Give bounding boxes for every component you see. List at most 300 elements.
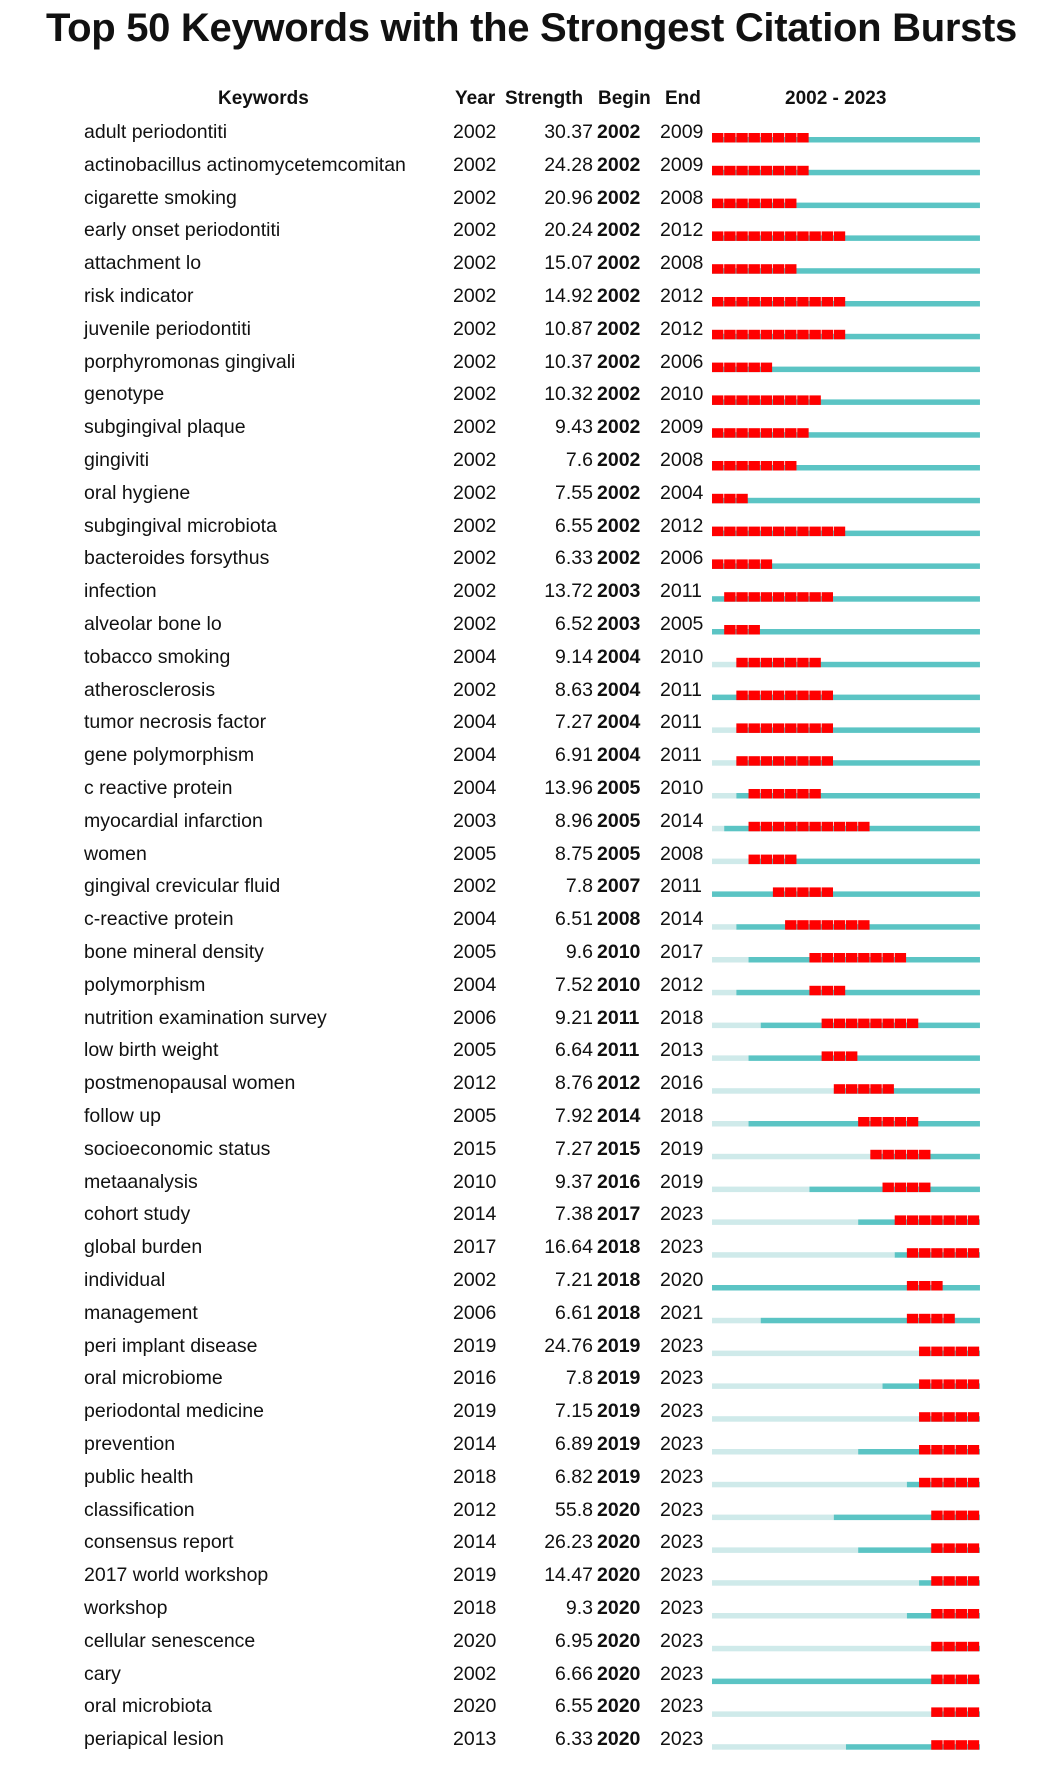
burst-cell — [956, 1347, 967, 1357]
year-value: 2005 — [453, 842, 497, 865]
burst-cell — [761, 330, 772, 340]
inactive-segment — [712, 1318, 761, 1324]
keyword-label: management — [84, 1301, 198, 1324]
burst-cell — [834, 920, 845, 930]
begin-value: 2007 — [597, 875, 641, 898]
end-value: 2023 — [660, 1695, 704, 1718]
begin-value: 2005 — [597, 777, 641, 799]
burst-cell — [749, 723, 760, 733]
keyword-label: oral microbiota — [84, 1695, 212, 1718]
end-value: 2019 — [660, 1137, 704, 1160]
burst-cell — [968, 1675, 979, 1685]
burst-cell — [956, 1445, 967, 1455]
inactive-segment — [712, 1219, 858, 1225]
year-value: 2002 — [453, 383, 497, 406]
keyword-label: gingiviti — [84, 449, 150, 471]
begin-value: 2002 — [597, 416, 641, 439]
burst-cell — [749, 133, 760, 143]
keyword-label: cigarette smoking — [84, 186, 237, 209]
burst-cell — [931, 1511, 942, 1521]
burst-cell — [749, 428, 760, 438]
year-value: 2002 — [453, 153, 497, 176]
begin-value: 2020 — [597, 1498, 641, 1521]
burst-cell — [822, 691, 833, 701]
burst-cell — [773, 264, 784, 274]
begin-value: 2002 — [597, 449, 641, 471]
strength-value: 6.66 — [555, 1662, 593, 1685]
burst-cell — [761, 658, 772, 668]
burst-cell — [919, 1281, 930, 1291]
burst-cell — [736, 527, 747, 537]
burst-cell — [943, 1740, 954, 1750]
burst-cell — [736, 297, 747, 307]
begin-value: 2002 — [597, 481, 641, 504]
burst-cell — [907, 1281, 918, 1291]
end-value: 2018 — [660, 1006, 704, 1029]
burst-cell — [724, 133, 735, 143]
burst-cell — [724, 264, 735, 274]
inactive-segment — [712, 662, 736, 668]
burst-cell — [931, 1642, 942, 1652]
burst-cell — [822, 986, 833, 996]
burst-cell — [870, 1150, 881, 1160]
year-value: 2006 — [453, 1006, 497, 1029]
year-value: 2005 — [453, 941, 497, 963]
burst-cell — [797, 756, 808, 766]
inactive-segment — [712, 924, 736, 930]
burst-cell — [749, 789, 760, 799]
burst-cell — [931, 1675, 942, 1685]
burst-cell — [968, 1642, 979, 1652]
burst-cell — [712, 231, 723, 241]
strength-value: 13.96 — [544, 777, 593, 799]
strength-value: 7.55 — [555, 481, 593, 504]
burst-cell — [968, 1478, 979, 1488]
burst-cell — [858, 920, 869, 930]
begin-value: 2008 — [597, 908, 641, 931]
burst-cell — [968, 1543, 979, 1553]
inactive-segment — [712, 1055, 749, 1061]
year-value: 2020 — [453, 1695, 497, 1718]
year-value: 2003 — [453, 809, 497, 832]
begin-value: 2005 — [597, 809, 641, 832]
strength-value: 7.52 — [555, 973, 593, 996]
end-value: 2012 — [660, 219, 704, 242]
begin-value: 2002 — [597, 186, 641, 209]
strength-value: 10.32 — [544, 383, 593, 406]
begin-value: 2002 — [597, 252, 641, 275]
strength-value: 9.37 — [555, 1170, 593, 1193]
end-value: 2008 — [660, 252, 704, 275]
keyword-label: periapical lesion — [84, 1728, 224, 1751]
burst-cell — [773, 133, 784, 143]
strength-value: 8.63 — [555, 678, 593, 701]
keyword-label: infection — [84, 580, 157, 603]
burst-cell — [761, 592, 772, 602]
burst-cell — [749, 527, 760, 537]
keyword-label: polymorphism — [84, 973, 206, 996]
burst-cell — [736, 494, 747, 504]
burst-cell — [919, 1379, 930, 1389]
begin-value: 2004 — [597, 645, 641, 668]
burst-cell — [749, 559, 760, 569]
burst-cell — [761, 264, 772, 274]
inactive-segment — [712, 1580, 919, 1586]
burst-cell — [797, 395, 808, 405]
inactive-segment — [712, 1088, 834, 1094]
burst-cell — [724, 330, 735, 340]
inactive-segment — [712, 1646, 931, 1652]
begin-value: 2002 — [597, 547, 641, 570]
burst-cell — [956, 1642, 967, 1652]
begin-value: 2004 — [597, 678, 641, 701]
burst-cell — [761, 363, 772, 373]
begin-value: 2002 — [597, 153, 641, 176]
begin-value: 2011 — [597, 1039, 640, 1062]
end-value: 2009 — [660, 416, 704, 439]
burst-cell — [797, 330, 808, 340]
burst-cell — [736, 658, 747, 668]
burst-cell — [931, 1543, 942, 1553]
begin-value: 2002 — [597, 121, 641, 143]
year-value: 2002 — [453, 449, 497, 471]
burst-cell — [761, 199, 772, 209]
burst-cell — [931, 1412, 942, 1422]
burst-cell — [773, 658, 784, 668]
keyword-label: cohort study — [84, 1203, 191, 1226]
burst-cell — [797, 527, 808, 537]
end-value: 2023 — [660, 1662, 704, 1685]
burst-cell — [943, 1215, 954, 1225]
year-value: 2004 — [453, 645, 497, 668]
end-value: 2023 — [660, 1531, 704, 1554]
burst-cell — [968, 1215, 979, 1225]
year-value: 2002 — [453, 317, 497, 340]
burst-cell — [919, 1314, 930, 1324]
burst-cell — [956, 1379, 967, 1389]
burst-cell — [809, 527, 820, 537]
burst-cell — [761, 789, 772, 799]
strength-value: 6.52 — [555, 613, 593, 635]
burst-cell — [785, 297, 796, 307]
burst-cell — [834, 953, 845, 963]
burst-cell — [761, 822, 772, 832]
burst-cell — [749, 297, 760, 307]
begin-value: 2004 — [597, 711, 641, 734]
burst-cell — [724, 559, 735, 569]
burst-cell — [773, 691, 784, 701]
burst-cell — [785, 330, 796, 340]
strength-value: 7.8 — [565, 1367, 593, 1390]
burst-cell — [943, 1609, 954, 1619]
end-value: 2023 — [660, 1564, 704, 1587]
year-value: 2016 — [453, 1367, 497, 1390]
burst-cell — [736, 428, 747, 438]
burst-cell — [773, 592, 784, 602]
year-value: 2006 — [453, 1301, 497, 1324]
year-value: 2020 — [453, 1629, 497, 1652]
burst-cell — [943, 1314, 954, 1324]
strength-value: 55.8 — [555, 1498, 593, 1521]
burst-cell — [822, 592, 833, 602]
end-value: 2010 — [660, 383, 704, 406]
begin-value: 2014 — [597, 1105, 641, 1127]
begin-value: 2019 — [597, 1334, 641, 1357]
burst-cell — [809, 297, 820, 307]
burst-cell — [907, 1314, 918, 1324]
header-end: End — [665, 88, 701, 109]
inactive-segment — [712, 1744, 846, 1750]
burst-cell — [907, 1183, 918, 1193]
strength-value: 6.91 — [555, 744, 593, 767]
burst-cell — [809, 330, 820, 340]
year-value: 2002 — [453, 285, 497, 307]
active-segment — [736, 662, 980, 668]
burst-cell — [785, 395, 796, 405]
burst-cell — [809, 723, 820, 733]
burst-cell — [724, 231, 735, 241]
strength-value: 9.14 — [555, 645, 593, 668]
inactive-segment — [712, 1383, 883, 1389]
burst-cell — [749, 166, 760, 176]
burst-cell — [724, 428, 735, 438]
end-value: 2016 — [660, 1072, 704, 1095]
burst-cell — [785, 133, 796, 143]
burst-cell — [785, 920, 796, 930]
burst-cell — [736, 625, 747, 635]
burst-cell — [797, 231, 808, 241]
burst-cell — [809, 231, 820, 241]
burst-cell — [956, 1576, 967, 1586]
begin-value: 2002 — [597, 317, 641, 340]
burst-cell — [749, 658, 760, 668]
end-value: 2004 — [660, 481, 704, 504]
year-value: 2002 — [453, 514, 497, 537]
strength-value: 6.61 — [555, 1301, 593, 1324]
keyword-label: women — [84, 842, 147, 865]
burst-cell — [956, 1215, 967, 1225]
begin-value: 2019 — [597, 1400, 641, 1423]
strength-value: 6.95 — [555, 1629, 593, 1652]
end-value: 2006 — [660, 350, 704, 373]
end-value: 2012 — [660, 514, 704, 537]
year-value: 2004 — [453, 973, 497, 996]
active-segment — [761, 1023, 980, 1029]
burst-cell — [943, 1511, 954, 1521]
burst-cell — [785, 166, 796, 176]
burst-cell — [809, 658, 820, 668]
burst-cell — [736, 559, 747, 569]
keyword-label: atherosclerosis — [84, 678, 216, 701]
keyword-label: metaanalysis — [84, 1170, 198, 1193]
keyword-label: postmenopausal women — [84, 1072, 296, 1095]
year-value: 2002 — [453, 678, 497, 701]
burst-cell — [956, 1412, 967, 1422]
burst-cell — [846, 1019, 857, 1029]
begin-value: 2010 — [597, 973, 641, 996]
burst-cell — [712, 461, 723, 471]
active-segment — [736, 990, 980, 996]
keyword-label: gingival crevicular fluid — [84, 875, 281, 898]
burst-cell — [956, 1609, 967, 1619]
strength-value: 6.89 — [555, 1433, 593, 1455]
burst-cell — [712, 199, 723, 209]
burst-cell — [712, 527, 723, 537]
year-value: 2002 — [453, 1269, 497, 1291]
inactive-segment — [712, 727, 736, 733]
begin-value: 2010 — [597, 941, 641, 963]
header-keywords: Keywords — [218, 88, 309, 109]
end-value: 2014 — [660, 809, 704, 832]
burst-cell — [773, 789, 784, 799]
begin-value: 2003 — [597, 580, 641, 603]
strength-value: 7.6 — [565, 449, 593, 471]
strength-value: 30.37 — [544, 121, 593, 143]
burst-cell — [943, 1347, 954, 1357]
end-value: 2005 — [660, 613, 704, 635]
burst-cell — [834, 330, 845, 340]
burst-cell — [834, 986, 845, 996]
burst-cell — [785, 789, 796, 799]
burst-cell — [712, 297, 723, 307]
strength-value: 24.76 — [544, 1334, 593, 1357]
burst-cell — [956, 1543, 967, 1553]
begin-value: 2002 — [597, 383, 641, 406]
end-value: 2023 — [660, 1433, 704, 1455]
burst-cell — [968, 1511, 979, 1521]
keyword-label: oral hygiene — [84, 481, 191, 504]
year-value: 2002 — [453, 1662, 497, 1685]
burst-cell — [943, 1642, 954, 1652]
burst-cell — [761, 133, 772, 143]
burst-cell — [919, 1347, 930, 1357]
burst-cell — [919, 1215, 930, 1225]
inactive-segment — [712, 1416, 919, 1422]
burst-cell — [724, 625, 735, 635]
active-segment — [736, 760, 980, 766]
burst-cell — [919, 1248, 930, 1258]
strength-value: 6.55 — [555, 514, 593, 537]
burst-cell — [834, 1051, 845, 1061]
burst-cell — [761, 395, 772, 405]
burst-cell — [761, 559, 772, 569]
burst-cell — [870, 1117, 881, 1127]
burst-cell — [749, 461, 760, 471]
burst-cell — [724, 363, 735, 373]
burst-cell — [736, 363, 747, 373]
burst-cell — [919, 1150, 930, 1160]
burst-cell — [943, 1576, 954, 1586]
chart-title: Top 50 Keywords with the Strongest Citation Bursts — [45, 6, 1018, 50]
end-value: 2023 — [660, 1236, 704, 1259]
begin-value: 2015 — [597, 1137, 641, 1160]
burst-cell — [822, 887, 833, 897]
burst-cell — [943, 1543, 954, 1553]
strength-value: 7.21 — [555, 1269, 593, 1291]
keyword-label: tobacco smoking — [84, 645, 231, 668]
burst-cell — [822, 1051, 833, 1061]
keyword-label: follow up — [84, 1105, 161, 1127]
burst-cell — [895, 1150, 906, 1160]
strength-value: 20.96 — [544, 186, 593, 209]
strength-value: 14.92 — [544, 285, 593, 307]
year-value: 2017 — [453, 1236, 497, 1259]
burst-cell — [858, 822, 869, 832]
keyword-label: public health — [84, 1465, 194, 1488]
burst-cell — [736, 330, 747, 340]
year-value: 2005 — [453, 1105, 497, 1127]
burst-cell — [785, 264, 796, 274]
burst-cell — [749, 756, 760, 766]
inactive-segment — [712, 1351, 919, 1357]
strength-value: 6.82 — [555, 1465, 593, 1488]
year-value: 2004 — [453, 908, 497, 931]
burst-cell — [943, 1478, 954, 1488]
burst-cell — [907, 1019, 918, 1029]
keyword-label: nutrition examination survey — [84, 1006, 327, 1029]
keyword-label: periodontal medicine — [84, 1400, 264, 1423]
inactive-segment — [712, 957, 749, 963]
burst-cell — [724, 461, 735, 471]
burst-cell — [773, 330, 784, 340]
end-value: 2023 — [660, 1465, 704, 1488]
burst-cell — [956, 1478, 967, 1488]
burst-cell — [773, 166, 784, 176]
burst-cell — [761, 428, 772, 438]
strength-value: 7.92 — [555, 1105, 593, 1127]
burst-cell — [968, 1412, 979, 1422]
burst-cell — [785, 822, 796, 832]
burst-cell — [968, 1740, 979, 1750]
year-value: 2019 — [453, 1334, 497, 1357]
end-value: 2008 — [660, 449, 704, 471]
year-value: 2002 — [453, 252, 497, 275]
end-value: 2011 — [660, 744, 702, 767]
burst-cell — [870, 953, 881, 963]
inactive-segment — [712, 1187, 809, 1193]
burst-cell — [749, 691, 760, 701]
burst-cell — [895, 1183, 906, 1193]
burst-cell — [809, 592, 820, 602]
year-value: 2019 — [453, 1400, 497, 1423]
header-strength: Strength — [505, 88, 584, 109]
burst-cell — [736, 199, 747, 209]
end-value: 2023 — [660, 1334, 704, 1357]
year-value: 2014 — [453, 1433, 497, 1455]
inactive-segment — [712, 1154, 870, 1160]
keyword-label: workshop — [84, 1597, 168, 1619]
keyword-label: subgingival plaque — [84, 416, 246, 439]
burst-cell — [736, 461, 747, 471]
end-value: 2011 — [660, 875, 702, 898]
end-value: 2010 — [660, 777, 704, 799]
burst-cell — [712, 559, 723, 569]
burst-cell — [736, 723, 747, 733]
year-value: 2002 — [453, 547, 497, 570]
burst-cell — [907, 1248, 918, 1258]
burst-cell — [943, 1707, 954, 1717]
burst-cell — [797, 166, 808, 176]
year-value: 2002 — [453, 580, 497, 603]
burst-cell — [797, 691, 808, 701]
end-value: 2009 — [660, 121, 704, 143]
burst-cell — [822, 231, 833, 241]
burst-cell — [749, 822, 760, 832]
burst-cell — [943, 1379, 954, 1389]
end-value: 2017 — [660, 941, 704, 963]
burst-cell — [797, 822, 808, 832]
burst-cell — [724, 166, 735, 176]
